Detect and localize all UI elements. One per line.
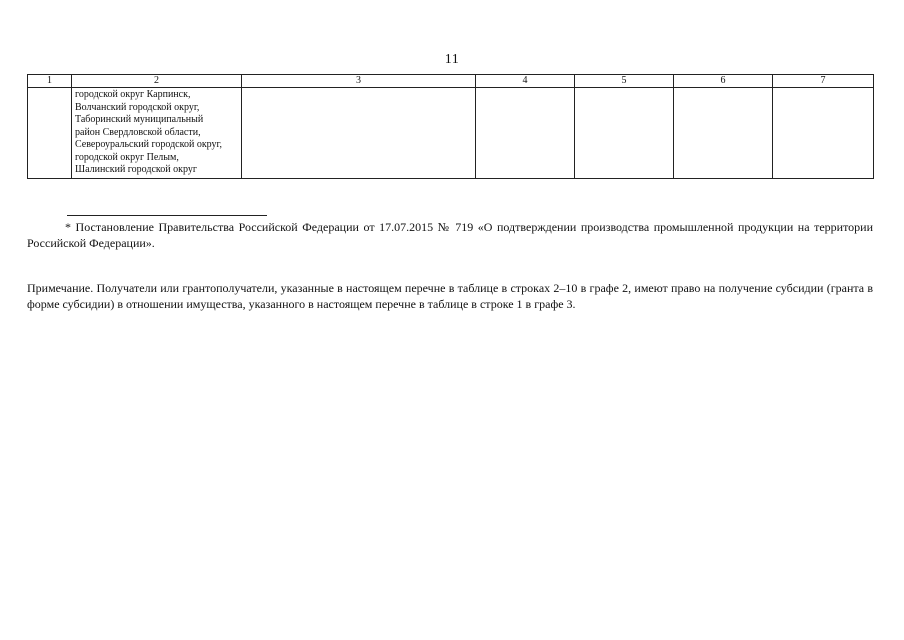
footnote-separator — [67, 215, 267, 216]
footnote-text: * Постановление Правительства Российской Федерации от 17.07.2015 № 719 «О подтверждении производства промышленной продукции на территории Российской Федерации». — [27, 220, 873, 250]
column-header-2: 2 — [72, 75, 242, 88]
column-header-7: 7 — [773, 75, 874, 88]
table-cell-col6 — [674, 88, 773, 179]
page-number: 11 — [444, 52, 460, 67]
table-cell-col5 — [575, 88, 674, 179]
column-header-1: 1 — [28, 75, 72, 88]
table-cell-col7 — [773, 88, 874, 179]
column-header-3: 3 — [242, 75, 476, 88]
data-table — [27, 74, 874, 179]
table-row — [28, 88, 874, 179]
column-header-6: 6 — [674, 75, 773, 88]
table-header-row — [28, 75, 874, 88]
table-cell-col3 — [242, 88, 476, 179]
column-header-4: 4 — [476, 75, 575, 88]
note-text: Примечание. Получатели или грантополучатели, указанные в настоящем перечне в таблице в строках 2–10 в графе 2, имеют право на получение субсидии (гранта в форме субсидии) в отношении имущества, указанного в настоящем перечне в таблице в строке 1 в графе 3. — [27, 281, 873, 311]
table-cell-col1 — [28, 88, 72, 179]
table-cell-col4 — [476, 88, 575, 179]
recipients-cell: городской округ Карпинск, Волчанский городской округ, Таборинский муниципальный район Свердловской области, Североуральский городской округ, городской округ Пелым, Шалинский городской округ — [72, 88, 242, 179]
column-header-5: 5 — [575, 75, 674, 88]
